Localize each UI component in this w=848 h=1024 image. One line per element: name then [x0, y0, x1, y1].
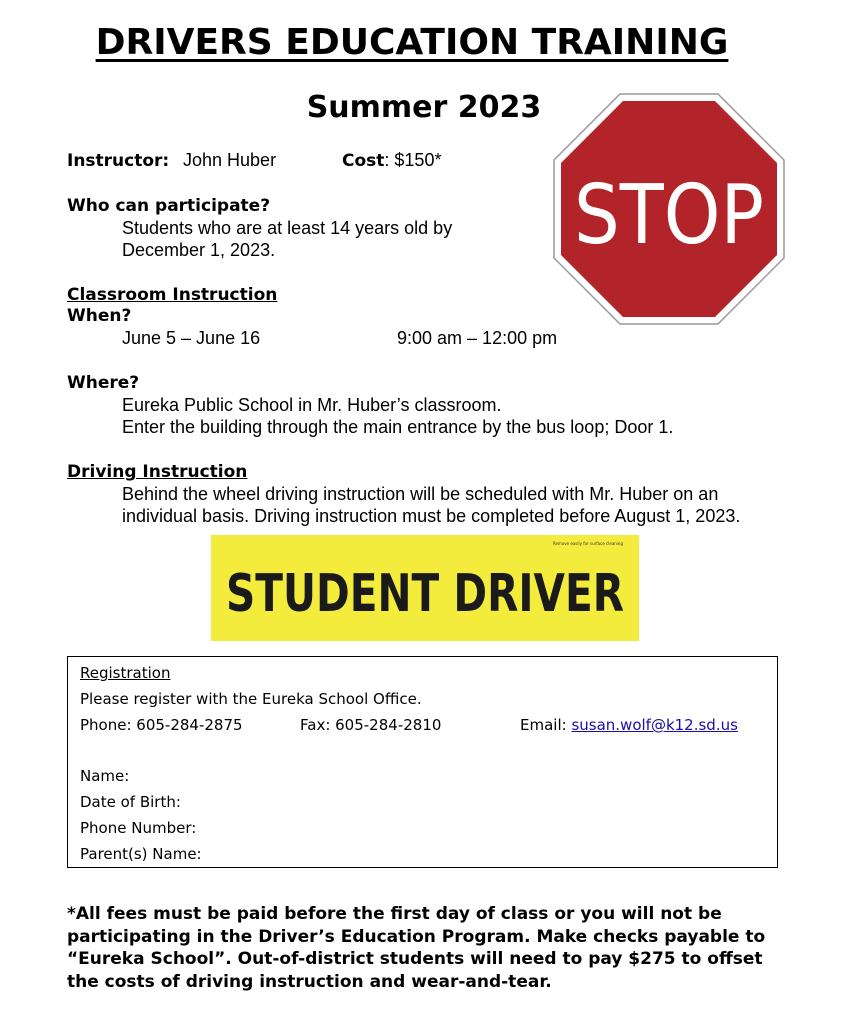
field-dob-label: Date of Birth:: [80, 793, 181, 811]
field-parent-label: Parent(s) Name:: [80, 845, 202, 863]
when-heading: When?: [67, 306, 132, 326]
page-title: DRIVERS EDUCATION TRAINING: [95, 22, 729, 63]
driving-heading: Driving Instruction: [67, 462, 248, 482]
registration-email-link[interactable]: susan.wolf@k12.sd.us: [571, 716, 738, 734]
classroom-heading: Classroom Instruction: [67, 285, 278, 305]
fee-footnote: *All fees must be paid before the first day of class or you will not be participating in the Driver’s Education Program. Make checks payable to “Eureka School”. Out-of-district students will need to pay $275 to offset the costs of driving instruction and wear-and-tear.: [67, 904, 766, 992]
stop-sign-text: STOP: [574, 168, 764, 263]
cost-label: Cost: [342, 151, 385, 171]
registration-instructions: Please register with the Eureka School Office.: [80, 690, 422, 708]
driving-line-2: individual basis. Driving instruction must be completed before August 1, 2023.: [122, 506, 741, 526]
instructor-name: John Huber: [183, 150, 277, 170]
registration-email-line: [520, 716, 738, 734]
registration-fax: Fax: 605-284-2810: [300, 716, 442, 734]
instructor-label: Instructor:: [67, 151, 170, 171]
cost-value: : $150*: [384, 150, 442, 170]
class-times: 9:00 am – 12:00 pm: [397, 328, 558, 348]
registration-phone: Phone: 605-284-2875: [80, 716, 243, 734]
registration-heading: Registration: [80, 664, 171, 682]
field-name-label: Name:: [80, 767, 130, 785]
field-phone-label: Phone Number:: [80, 819, 197, 837]
page-subtitle: Summer 2023: [306, 90, 542, 125]
where-line-2: Enter the building through the main entrance by the bus loop; Door 1.: [122, 417, 674, 437]
stop-sign-image: [552, 92, 786, 326]
where-line-1: Eureka Public School in Mr. Huber’s classroom.: [122, 395, 502, 415]
participate-line-1: Students who are at least 14 years old by: [122, 218, 453, 238]
registration-email-label: Email:: [520, 716, 572, 734]
registration-box: [67, 656, 778, 868]
student-driver-text: STUDENT DRIVER: [226, 564, 624, 624]
driving-line-1: Behind the wheel driving instruction will be scheduled with Mr. Huber on an: [122, 484, 719, 504]
cost-line: [342, 149, 441, 171]
class-dates: June 5 – June 16: [122, 328, 261, 348]
participate-heading: Who can participate?: [67, 196, 271, 216]
student-driver-sign-image: [211, 535, 639, 641]
student-driver-small-text: Remove easily for surface cleaning: [552, 541, 623, 546]
where-heading: Where?: [67, 373, 140, 393]
participate-line-2: December 1, 2023.: [122, 240, 276, 260]
